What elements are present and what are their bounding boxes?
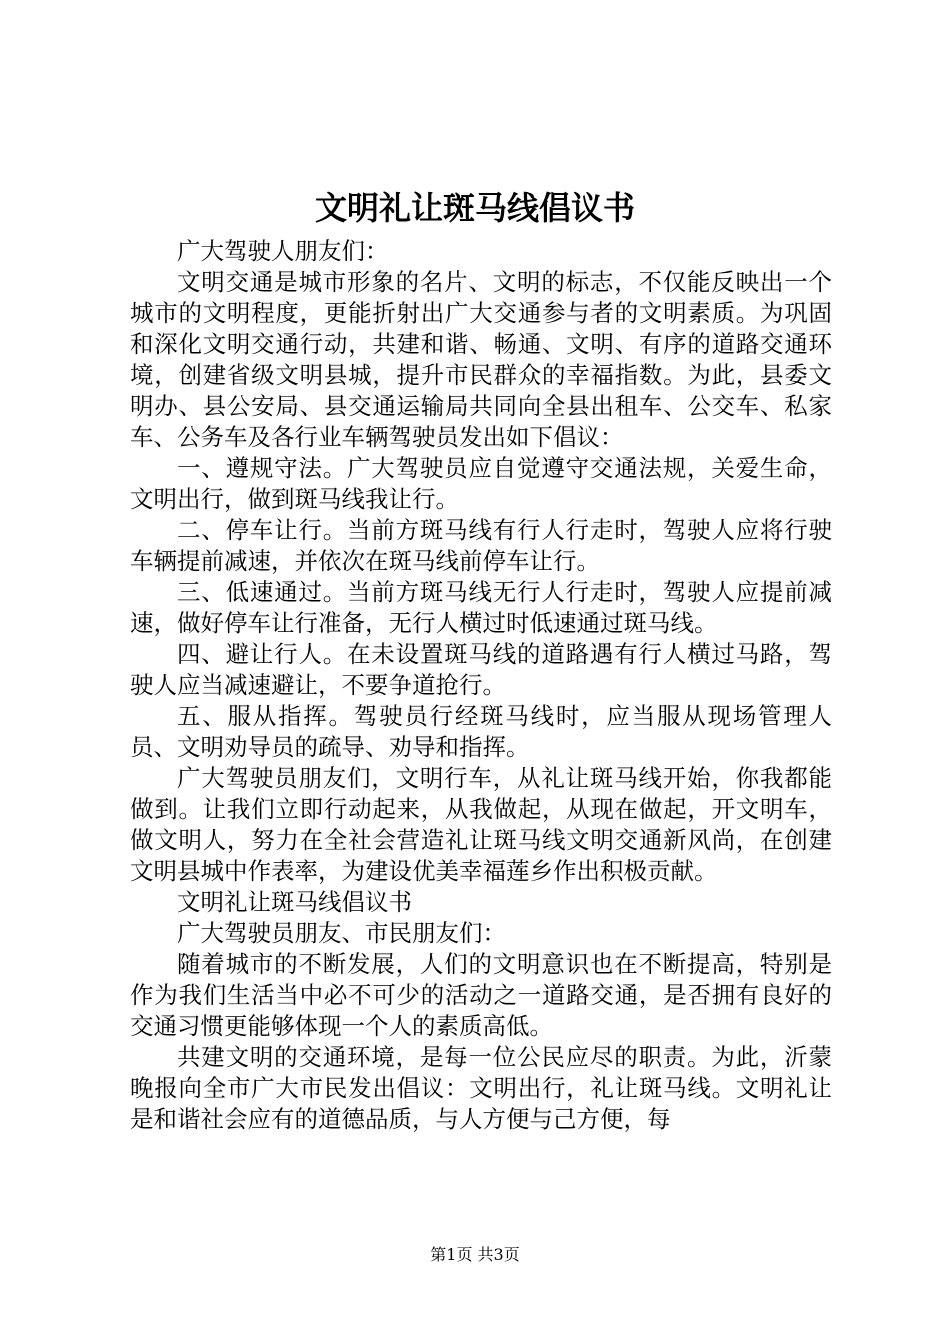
document-body xyxy=(130,236,832,1135)
body-paragraph: 共建文明的交通环境，是每一位公民应尽的职责。为此，沂蒙晚报向全市广大市民发出倡议：文明出行，礼让斑马线。文明礼让是和谐社会应有的道德品质，与人方便与己方便，每 xyxy=(130,1043,832,1133)
body-paragraph: 文明交通是城市形象的名片、文明的标志，不仅能反映出一个城市的文明程度，更能折射出广大交通参与者的文明素质。为巩固和深化文明交通行动，共建和谐、畅通、文明、有序的道路交通环境，创建省级文明县城，提升市民群众的幸福指数。为此，县委文明办、县公安局、县交通运输局共同向全县出租车、公交车、私家车、公务车及各行业车辆驾驶员发出如下倡议： xyxy=(130,268,832,451)
section-title: 文明礼让斑马线倡议书 xyxy=(177,888,412,916)
body-paragraph: 随着城市的不断发展，人们的文明意识也在不断提高，特别是作为我们生活当中必不可少的活动之一道路交通，是否拥有良好的交通习惯更能够体现一个人的素质高低。 xyxy=(130,950,832,1040)
body-paragraph: 四、避让行人。在未设置斑马线的道路遇有行人横过马路，驾驶人应当减速避让，不要争道抢行。 xyxy=(130,640,832,699)
body-paragraph: 五、服从指挥。驾驶员行经斑马线时，应当服从现场管理人员、文明劝导员的疏导、劝导和指挥。 xyxy=(130,702,832,761)
page-footer: 第1页 共3页 xyxy=(430,1245,520,1264)
body-paragraph: 二、停车让行。当前方斑马线有行人行走时，驾驶人应将行驶车辆提前减速，并依次在斑马线前停车让行。 xyxy=(130,516,832,575)
salutation: 广大驾驶员朋友、市民朋友们： xyxy=(177,919,506,947)
body-paragraph: 一、遵规守法。广大驾驶员应自觉遵守交通法规，关爱生命，文明出行，做到斑马线我让行。 xyxy=(130,454,832,513)
document-title: 文明礼让斑马线倡议书 xyxy=(314,189,635,227)
body-paragraph: 广大驾驶员朋友们，文明行车，从礼让斑马线开始，你我都能做到。让我们立即行动起来，从我做起，从现在做起，开文明车，做文明人，努力在全社会营造礼让斑马线文明交通新风尚，在创建文明县城中作表率，为建设优美幸福莲乡作出积极贡献。 xyxy=(130,764,832,885)
body-paragraph: 三、低速通过。当前方斑马线无行人行走时，驾驶人应提前减速，做好停车让行准备，无行人横过时低速通过斑马线。 xyxy=(130,578,832,637)
salutation: 广大驾驶人朋友们： xyxy=(177,237,389,265)
